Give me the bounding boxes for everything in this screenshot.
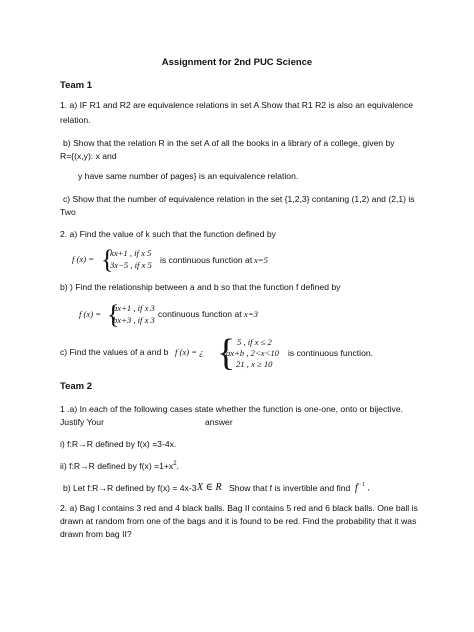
q2b-text: b) ) Find the relationship between a and b so that the function f defined by — [60, 282, 341, 292]
f3-case2: ax+b , 2<x<10 — [226, 348, 279, 358]
f3-brace: { — [217, 332, 236, 374]
f2-lhs: f (x) = — [79, 309, 102, 319]
f3-tail: is continuous function. — [288, 348, 374, 358]
team1-heading: Team 1 — [60, 80, 93, 91]
t2q1-b-inv-f: f — [355, 482, 358, 494]
q1a-line2: relation. — [60, 115, 91, 125]
f1-lhs: f (x) = — [72, 254, 95, 264]
f2-brace: { — [107, 300, 120, 329]
f3-case1: 5 , if x ≤ 2 — [237, 337, 272, 347]
t2q2-line3: drawn from bag II? — [60, 529, 132, 539]
f1-case2: 3x−5 , if x 5 — [110, 260, 152, 270]
t2q1-b-inverse — [355, 482, 370, 494]
q2c-text: c) Find the values of a and b — [60, 347, 169, 357]
f3-lhs: f (x) = ¿ — [175, 347, 204, 357]
t2q1-line2b: answer — [205, 417, 233, 427]
f1-case1: kx+1 , if x 5 — [110, 248, 152, 258]
t2q1-ii-sup: 2 — [173, 461, 177, 467]
t2q1-ii-dot: . — [176, 460, 179, 471]
t2q1-line2a: Justify Your — [60, 417, 104, 427]
t2q1-i: i) f:R→R defined by f(x) =3-4x. — [60, 439, 177, 449]
t2q1-b-inv-sup: −1 — [357, 482, 365, 488]
f1-brace: { — [101, 245, 114, 274]
f2-tail: continuous function at — [158, 309, 242, 319]
t2q2-line2: drawn at random from one of the bags and it is found to be red. Find the probability that it was — [60, 516, 417, 526]
q1b-line1: b) Show that the relation R in the set A of all the books in a library of a college, given by — [63, 138, 395, 148]
t2q2-line1: 2. a) Bag I contains 3 red and 4 black balls. Bag II contains 5 red and 6 black balls. One ball is — [60, 503, 418, 513]
q1b-line3: y have same number of pages} is an equivalence relation. — [78, 171, 299, 181]
f1-tail: is continuous function at — [160, 255, 253, 265]
f3-case3: 21 , x ≥ 10 — [236, 359, 273, 369]
t2q1-b-text2: Show that f is invertible and find — [229, 483, 351, 493]
f1-at: x=5 — [254, 255, 268, 265]
page-title: Assignment for 2nd PUC Science — [161, 57, 313, 68]
t2q1-ii-text: ii) f:R→R defined by f(x) =1+x — [60, 460, 174, 471]
t2q1-b-math: X ∈ R — [197, 482, 222, 493]
q1a-line1: 1. a) IF R1 and R2 are equivalence relations in set A Show that R1 R2 is also an equivalence — [60, 100, 414, 110]
t2q1-line1: 1 .a) In each of the following cases state whether the function is one-one, onto or bijective. — [60, 404, 403, 414]
team2-heading: Team 2 — [60, 381, 93, 392]
t2q1-b-dot: . — [364, 482, 370, 494]
t2q1-b-text: b) Let f:R→R defined by f(x) = 4x-3 — [63, 483, 197, 493]
q1b-line2: R={(x,y): x and — [60, 151, 117, 161]
f2-case1: ax+1 , if x 3 — [113, 303, 155, 313]
q2a-text: 2. a) Find the value of k such that the function defined by — [60, 229, 276, 239]
q1c-line2: Two — [60, 207, 76, 217]
q1c-line1: c) Show that the number of equivalence relation in the set {1,2,3} contaning (1,2) and (2,1) is — [63, 194, 415, 204]
f2-case2: bx+3 , if x 3 — [113, 315, 155, 325]
f2-at: x=3 — [244, 309, 258, 319]
t2q1-ii — [60, 461, 179, 472]
